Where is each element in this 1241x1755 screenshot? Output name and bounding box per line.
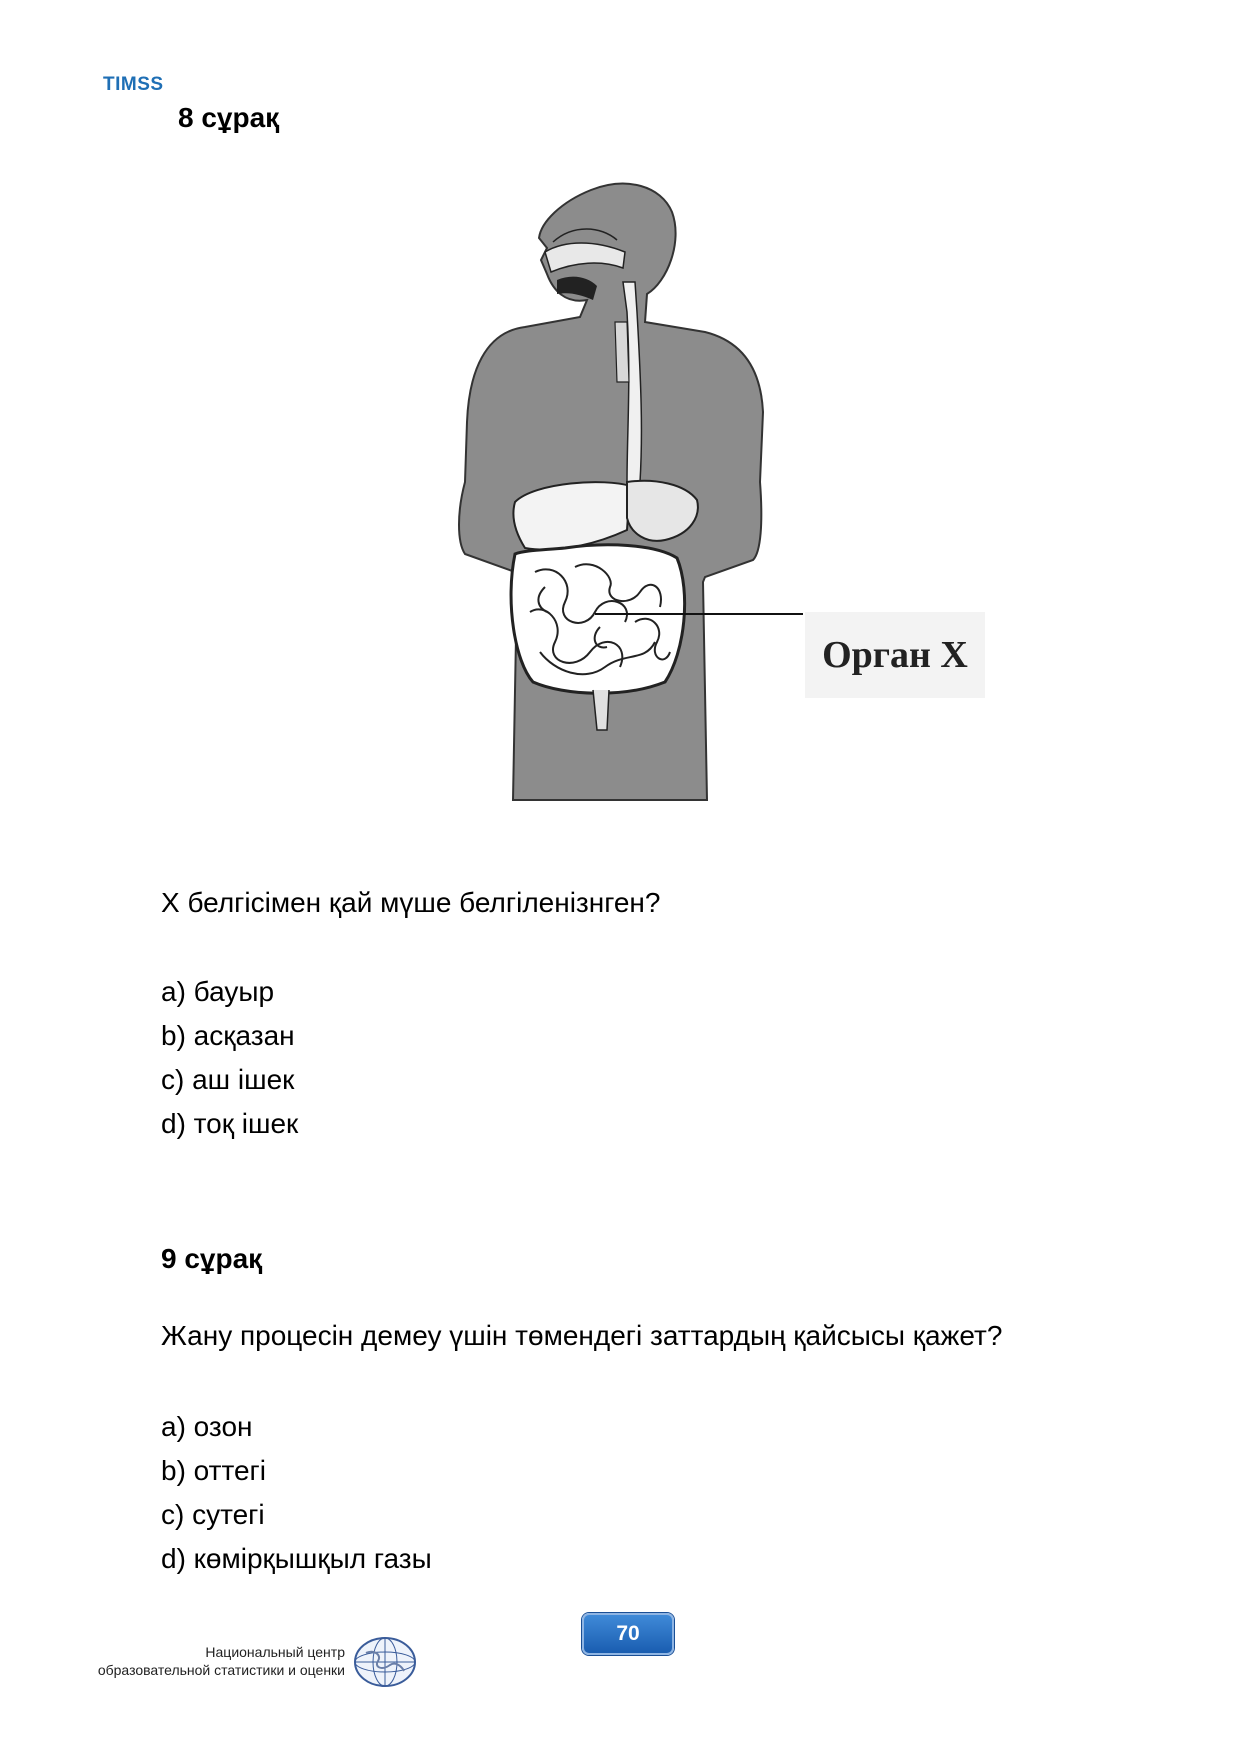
- option-c[interactable]: c) сутегі: [161, 1499, 265, 1530]
- option-b[interactable]: b) асқазан: [161, 1020, 295, 1051]
- question-8-text: X белгісімен қай мүше белгіленізнген?: [161, 887, 661, 918]
- globe-logo-icon: [352, 1635, 418, 1689]
- organ-x-label: Орган X: [805, 612, 985, 698]
- org-line-2: образовательной статистики и оценки: [97, 1662, 345, 1678]
- question-8-title: 8 сұрақ: [178, 102, 280, 133]
- question-8-options: [161, 970, 298, 1146]
- organization-name: [95, 1643, 345, 1679]
- option-a[interactable]: a) озон: [161, 1411, 253, 1442]
- option-d[interactable]: d) тоқ ішек: [161, 1108, 299, 1139]
- option-a[interactable]: a) бауыр: [161, 976, 275, 1007]
- trachea: [615, 322, 629, 382]
- org-line-1: Национальный центр: [205, 1644, 345, 1660]
- page-number-badge: 70: [582, 1613, 674, 1655]
- option-b[interactable]: b) оттегі: [161, 1455, 266, 1486]
- question-9-title: 9 сұрақ: [161, 1243, 263, 1274]
- option-d[interactable]: d) көмірқышқыл газы: [161, 1543, 432, 1574]
- question-9-options: [161, 1405, 432, 1581]
- option-c[interactable]: c) аш ішек: [161, 1064, 295, 1095]
- digestive-system-figure: [365, 182, 1005, 822]
- brand-header: TIMSS: [103, 74, 164, 95]
- question-9-text: Жану процесін демеу үшін төмендегі заттардың қайсысы қажет?: [161, 1320, 1003, 1351]
